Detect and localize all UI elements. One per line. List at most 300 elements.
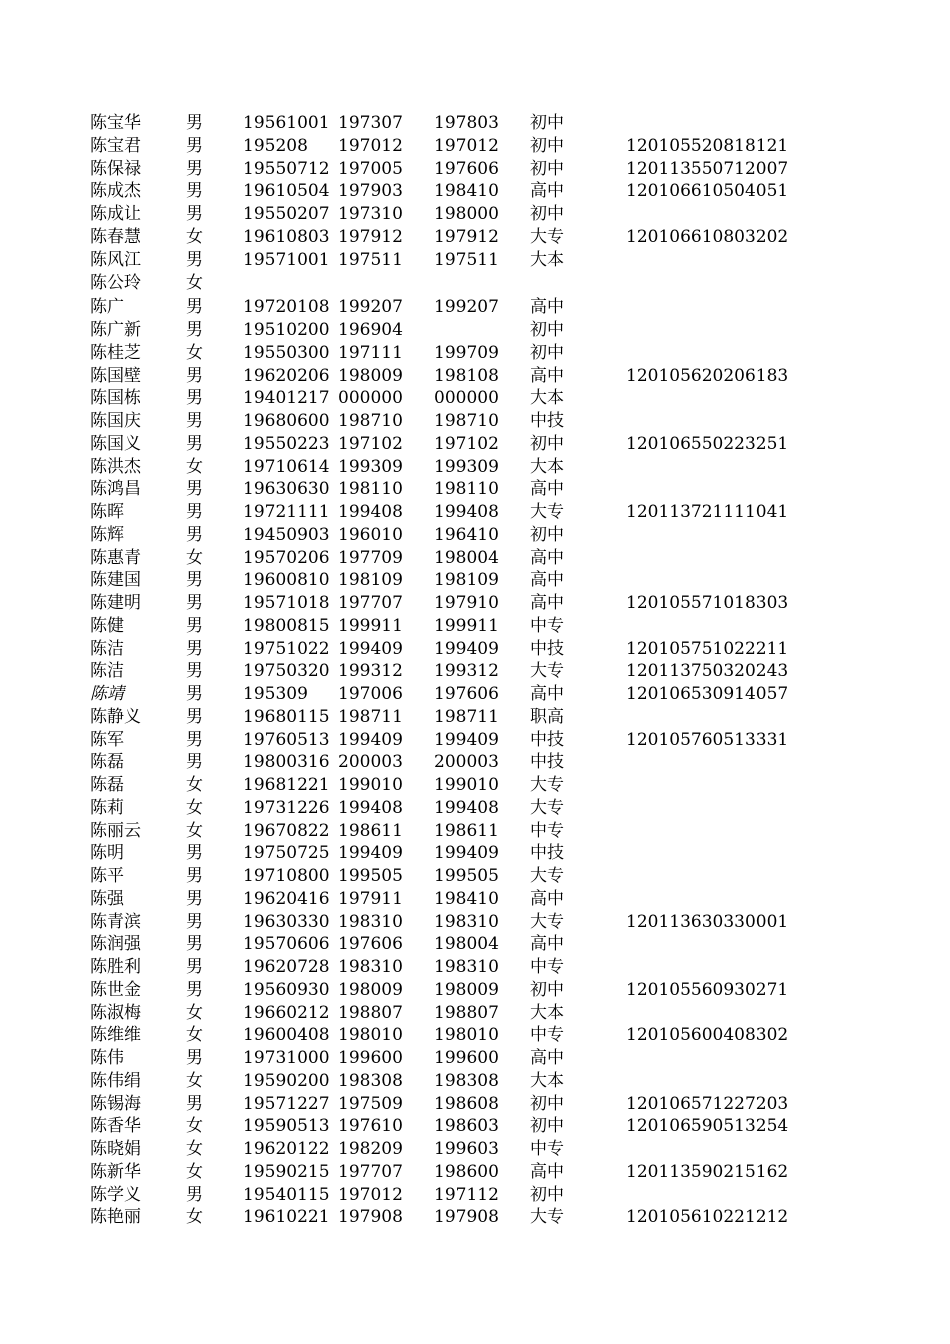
cell-edu: 初中: [530, 1184, 564, 1205]
cell-name: 陈宝华: [90, 113, 141, 133]
cell-work: 197509: [338, 1093, 403, 1114]
cell-sex: 男: [186, 638, 203, 659]
cell-work: 196010: [338, 524, 403, 545]
cell-name: 陈晓娟: [90, 1139, 141, 1159]
cell-work: 197610: [338, 1116, 403, 1137]
cell-birth: 19590215: [243, 1161, 330, 1182]
cell-id: 120105751022211: [626, 638, 789, 659]
table-row: [0, 774, 950, 797]
cell-birth: 19750320: [243, 661, 330, 682]
cell-work: 198110: [338, 479, 403, 500]
cell-sex: 女: [186, 1070, 203, 1091]
cell-birth: 195309: [243, 684, 308, 704]
cell-sex: 男: [186, 479, 203, 500]
cell-work: 197709: [338, 547, 403, 568]
cell-work: 197908: [338, 1207, 403, 1228]
table-row: [0, 979, 950, 1002]
cell-work: 197606: [338, 934, 403, 955]
cell-edu: 初中: [530, 158, 564, 179]
cell-edu: 大本: [530, 456, 564, 477]
cell-sex: 男: [186, 661, 203, 682]
cell-join: 196410: [434, 524, 499, 545]
cell-edu: 高中: [530, 479, 564, 500]
cell-birth: 19590513: [243, 1116, 330, 1137]
cell-join: 199409: [434, 843, 499, 864]
cell-edu: 大本: [530, 1070, 564, 1091]
cell-edu: 高中: [530, 684, 564, 704]
table-row: [0, 1070, 950, 1093]
cell-work: 199409: [338, 843, 403, 864]
cell-work: 197005: [338, 158, 403, 179]
cell-join: 198009: [434, 979, 499, 1000]
cell-edu: 大专: [530, 226, 564, 247]
table-row: [0, 226, 950, 249]
cell-name: 陈洁: [90, 661, 124, 682]
cell-name: 陈伟: [90, 1048, 124, 1068]
table-row: [0, 751, 950, 774]
cell-join: 199600: [434, 1048, 499, 1068]
cell-name: 陈国义: [90, 433, 141, 454]
table-row: [0, 729, 950, 752]
cell-sex: 女: [186, 226, 203, 247]
cell-id: 120113550712007: [626, 158, 789, 179]
table-row: [0, 135, 950, 158]
cell-name: 陈新华: [90, 1161, 141, 1182]
cell-edu: 初中: [530, 135, 564, 156]
cell-edu: 高中: [530, 1161, 564, 1182]
cell-join: 199409: [434, 729, 499, 750]
cell-name: 陈伟绢: [90, 1070, 141, 1091]
cell-sex: 男: [186, 249, 203, 270]
cell-name: 陈青滨: [90, 911, 141, 932]
cell-birth: 19550207: [243, 204, 330, 224]
cell-work: 197912: [338, 226, 403, 247]
cell-work: 199207: [338, 297, 403, 318]
cell-work: 197102: [338, 433, 403, 454]
cell-sex: 男: [186, 135, 203, 156]
cell-work: 197911: [338, 888, 403, 909]
cell-work: 197707: [338, 1161, 403, 1182]
cell-edu: 高中: [530, 297, 564, 318]
cell-name: 陈广: [90, 297, 124, 318]
cell-edu: 初中: [530, 342, 564, 363]
cell-work: 199600: [338, 1048, 403, 1068]
cell-join: 197912: [434, 226, 499, 247]
cell-work: 197012: [338, 135, 403, 156]
cell-work: 197307: [338, 113, 403, 133]
cell-edu: 大专: [530, 775, 564, 795]
cell-join: 198410: [434, 888, 499, 909]
cell-work: 199408: [338, 502, 403, 522]
cell-edu: 中专: [530, 615, 564, 636]
cell-id: 120113630330001: [626, 911, 789, 932]
cell-id: 120106610803202: [626, 226, 789, 247]
cell-sex: 男: [186, 888, 203, 909]
cell-birth: 19620206: [243, 365, 330, 386]
cell-sex: 女: [186, 1116, 203, 1137]
cell-sex: 男: [186, 320, 203, 340]
cell-edu: 中技: [530, 411, 564, 431]
cell-name: 陈平: [90, 866, 124, 886]
cell-sex: 男: [186, 158, 203, 179]
cell-edu: 初中: [530, 433, 564, 454]
cell-sex: 男: [186, 1184, 203, 1205]
cell-sex: 女: [186, 1161, 203, 1182]
cell-sex: 男: [186, 181, 203, 202]
cell-name: 陈丽云: [90, 820, 141, 841]
cell-birth: 19760513: [243, 729, 330, 750]
cell-join: 198000: [434, 204, 499, 224]
cell-name: 陈洁: [90, 638, 124, 659]
cell-sex: 女: [186, 820, 203, 841]
cell-edu: 大本: [530, 388, 564, 409]
table-row: [0, 387, 950, 410]
table-row: [0, 592, 950, 615]
cell-name: 陈鸿昌: [90, 479, 141, 500]
table-row: [0, 1093, 950, 1116]
cell-work: 200003: [338, 752, 403, 773]
table-row: [0, 180, 950, 203]
cell-sex: 男: [186, 433, 203, 454]
table-row: [0, 501, 950, 524]
cell-edu: 大专: [530, 661, 564, 682]
table-row: [0, 1184, 950, 1207]
cell-name: 陈强: [90, 888, 124, 909]
cell-edu: 大专: [530, 866, 564, 886]
table-row: [0, 706, 950, 729]
cell-join: 197606: [434, 684, 499, 704]
cell-work: 197310: [338, 204, 403, 224]
cell-name: 陈建明: [90, 593, 141, 613]
cell-join: 199709: [434, 342, 499, 363]
cell-birth: 19620728: [243, 957, 330, 977]
table-row: [0, 865, 950, 888]
cell-sex: 女: [186, 342, 203, 363]
cell-name: 陈润强: [90, 934, 141, 955]
cell-birth: 19750725: [243, 843, 330, 864]
cell-birth: 19550223: [243, 433, 330, 454]
cell-sex: 男: [186, 593, 203, 613]
cell-id: 120105560930271: [626, 979, 789, 1000]
cell-name: 陈世金: [90, 979, 141, 1000]
cell-name: 陈辉: [90, 524, 124, 545]
cell-sex: 女: [186, 775, 203, 795]
table-row: [0, 158, 950, 181]
cell-name: 陈维维: [90, 1025, 141, 1046]
cell-birth: 19620416: [243, 888, 330, 909]
cell-birth: 19670822: [243, 820, 330, 841]
cell-birth: 19710614: [243, 456, 330, 477]
table-row: [0, 342, 950, 365]
cell-edu: 初中: [530, 113, 564, 133]
cell-birth: 19610504: [243, 181, 330, 202]
table-row: [0, 365, 950, 388]
cell-sex: 女: [186, 1207, 203, 1228]
table-row: [0, 1024, 950, 1047]
cell-join: 197102: [434, 433, 499, 454]
cell-sex: 男: [186, 388, 203, 409]
cell-join: 199312: [434, 661, 499, 682]
cell-sex: 男: [186, 204, 203, 224]
table-row: [0, 524, 950, 547]
cell-join: 198004: [434, 934, 499, 955]
cell-name: 陈保禄: [90, 158, 141, 179]
cell-id: 120106590513254: [626, 1116, 789, 1137]
cell-work: 198710: [338, 411, 403, 431]
cell-sex: 女: [186, 456, 203, 477]
cell-sex: 女: [186, 273, 203, 294]
cell-birth: 19540115: [243, 1184, 330, 1205]
cell-birth: 19610221: [243, 1207, 330, 1228]
cell-birth: 19710800: [243, 866, 330, 886]
cell-edu: 大专: [530, 911, 564, 932]
cell-name: 陈军: [90, 729, 124, 750]
cell-join: 197511: [434, 249, 499, 270]
cell-edu: 中技: [530, 638, 564, 659]
cell-work: 198711: [338, 706, 403, 727]
cell-edu: 大专: [530, 1207, 564, 1228]
cell-name: 陈洪杰: [90, 456, 141, 477]
cell-work: 000000: [338, 388, 403, 409]
cell-birth: 19570206: [243, 547, 330, 568]
cell-edu: 中技: [530, 729, 564, 750]
cell-sex: 男: [186, 684, 203, 704]
cell-edu: 高中: [530, 365, 564, 386]
cell-join: 198603: [434, 1116, 499, 1137]
cell-sex: 男: [186, 1048, 203, 1068]
cell-name: 陈晖: [90, 502, 124, 522]
cell-join: 198410: [434, 181, 499, 202]
cell-work: 199309: [338, 456, 403, 477]
cell-join: 198108: [434, 365, 499, 386]
cell-birth: 19630630: [243, 479, 330, 500]
cell-id: 120105520818121: [626, 135, 789, 156]
cell-name: 陈磊: [90, 752, 124, 773]
table-row: [0, 1115, 950, 1138]
cell-name: 陈明: [90, 843, 124, 864]
cell-work: 198209: [338, 1139, 403, 1159]
table-row: [0, 1138, 950, 1161]
table-row: [0, 410, 950, 433]
cell-id: 120113721111041: [626, 502, 789, 522]
cell-name: 陈惠青: [90, 547, 141, 568]
cell-work: 197511: [338, 249, 403, 270]
cell-sex: 女: [186, 1139, 203, 1159]
cell-join: 199207: [434, 297, 499, 318]
cell-join: 198110: [434, 479, 499, 500]
cell-join: 198600: [434, 1161, 499, 1182]
cell-sex: 男: [186, 979, 203, 1000]
cell-edu: 大专: [530, 502, 564, 522]
cell-birth: 19401217: [243, 388, 330, 409]
cell-join: 197112: [434, 1184, 499, 1205]
cell-work: 198009: [338, 979, 403, 1000]
cell-id: 120105620206183: [626, 365, 789, 386]
cell-birth: 19600810: [243, 570, 330, 591]
cell-sex: 男: [186, 1093, 203, 1114]
cell-join: 199603: [434, 1139, 499, 1159]
cell-name: 陈静义: [90, 706, 141, 727]
cell-birth: 19510200: [243, 320, 330, 340]
cell-edu: 中专: [530, 1139, 564, 1159]
cell-sex: 男: [186, 615, 203, 636]
cell-join: 198710: [434, 411, 499, 431]
cell-join: 197012: [434, 135, 499, 156]
cell-sex: 男: [186, 752, 203, 773]
cell-birth: 19660212: [243, 1002, 330, 1023]
cell-birth: 19620122: [243, 1139, 330, 1159]
table-row: [0, 1206, 950, 1229]
cell-birth: 19571018: [243, 593, 330, 613]
cell-birth: 19570606: [243, 934, 330, 955]
table-row: [0, 1002, 950, 1025]
cell-name: 陈成杰: [90, 181, 141, 202]
cell-join: 198711: [434, 706, 499, 727]
cell-name: 陈桂芝: [90, 342, 141, 363]
cell-birth: 19751022: [243, 638, 330, 659]
cell-id: 120106571227203: [626, 1093, 789, 1114]
cell-edu: 高中: [530, 934, 564, 955]
table-row: [0, 319, 950, 342]
cell-id: 120106610504051: [626, 181, 789, 202]
table-row: [0, 112, 950, 135]
cell-work: 197012: [338, 1184, 403, 1205]
cell-edu: 中技: [530, 752, 564, 773]
table-row: [0, 615, 950, 638]
cell-name: 陈建国: [90, 570, 141, 591]
cell-id: 120113750320243: [626, 661, 789, 682]
cell-work: 198109: [338, 570, 403, 591]
cell-edu: 高中: [530, 888, 564, 909]
cell-sex: 男: [186, 570, 203, 591]
cell-sex: 男: [186, 524, 203, 545]
cell-edu: 初中: [530, 979, 564, 1000]
cell-edu: 中专: [530, 1025, 564, 1046]
table-row: [0, 547, 950, 570]
cell-join: 197910: [434, 593, 499, 613]
cell-edu: 初中: [530, 320, 564, 340]
cell-work: 199010: [338, 775, 403, 795]
cell-edu: 高中: [530, 593, 564, 613]
cell-join: 199409: [434, 638, 499, 659]
cell-name: 陈成让: [90, 204, 141, 224]
table-row: [0, 638, 950, 661]
table-row: [0, 933, 950, 956]
cell-birth: 19680600: [243, 411, 330, 431]
cell-join: 199408: [434, 797, 499, 818]
cell-id: 120106550223251: [626, 433, 789, 454]
cell-id: 120113590215162: [626, 1161, 789, 1182]
cell-birth: 19571001: [243, 249, 330, 270]
cell-work: 198310: [338, 911, 403, 932]
cell-work: 198009: [338, 365, 403, 386]
cell-edu: 高中: [530, 1048, 564, 1068]
cell-name: 陈磊: [90, 775, 124, 795]
cell-edu: 高中: [530, 570, 564, 591]
cell-work: 197111: [338, 342, 403, 363]
cell-birth: 19560930: [243, 979, 330, 1000]
cell-edu: 职高: [530, 706, 564, 727]
cell-sex: 男: [186, 365, 203, 386]
table-row: [0, 911, 950, 934]
cell-name: 陈春慧: [90, 226, 141, 247]
cell-sex: 男: [186, 411, 203, 431]
table-row: [0, 433, 950, 456]
table-row: [0, 456, 950, 479]
table-row: [0, 956, 950, 979]
cell-birth: 19721111: [243, 502, 330, 522]
cell-birth: 19450903: [243, 524, 330, 545]
cell-birth: 19571227: [243, 1093, 330, 1114]
cell-join: 198109: [434, 570, 499, 591]
cell-sex: 女: [186, 547, 203, 568]
cell-name: 陈健: [90, 615, 124, 636]
cell-work: 196904: [338, 320, 403, 340]
cell-name: 陈淑梅: [90, 1002, 141, 1023]
table-row: [0, 296, 950, 319]
table-row: [0, 660, 950, 683]
cell-birth: 19800815: [243, 615, 330, 636]
cell-work: 199409: [338, 729, 403, 750]
cell-sex: 女: [186, 1002, 203, 1023]
cell-name: 陈国栋: [90, 388, 141, 409]
cell-edu: 初中: [530, 524, 564, 545]
cell-join: 198310: [434, 911, 499, 932]
data-sheet: [0, 112, 950, 1229]
cell-work: 199911: [338, 615, 403, 636]
table-row: [0, 797, 950, 820]
cell-name: 陈靖: [90, 684, 124, 704]
cell-sex: 男: [186, 502, 203, 522]
cell-birth: 19800316: [243, 752, 330, 773]
table-row: [0, 249, 950, 272]
cell-name: 陈风江: [90, 249, 141, 270]
cell-join: 199911: [434, 615, 499, 636]
cell-work: 199505: [338, 866, 403, 886]
cell-work: 198010: [338, 1025, 403, 1046]
cell-edu: 大本: [530, 1002, 564, 1023]
cell-edu: 中专: [530, 957, 564, 977]
cell-sex: 女: [186, 797, 203, 818]
cell-join: 199309: [434, 456, 499, 477]
cell-name: 陈宝君: [90, 135, 141, 156]
table-row: [0, 888, 950, 911]
cell-name: 陈香华: [90, 1116, 141, 1137]
cell-birth: 19561001: [243, 113, 330, 133]
cell-birth: 19630330: [243, 911, 330, 932]
cell-join: 198608: [434, 1093, 499, 1114]
table-row: [0, 271, 950, 296]
cell-name: 陈广新: [90, 320, 141, 340]
cell-edu: 初中: [530, 1116, 564, 1137]
cell-birth: 19681221: [243, 775, 330, 795]
cell-join: 199505: [434, 866, 499, 886]
table-row: [0, 1161, 950, 1184]
cell-work: 198611: [338, 820, 403, 841]
cell-id: 120105610221212: [626, 1207, 789, 1228]
cell-name: 陈胜利: [90, 957, 141, 977]
cell-edu: 大本: [530, 249, 564, 270]
table-row: [0, 569, 950, 592]
cell-work: 198310: [338, 957, 403, 977]
cell-join: 197803: [434, 113, 499, 133]
cell-join: 198308: [434, 1070, 499, 1091]
cell-join: 198807: [434, 1002, 499, 1023]
cell-sex: 男: [186, 729, 203, 750]
cell-name: 陈国庆: [90, 411, 141, 431]
cell-name: 陈莉: [90, 797, 124, 818]
cell-sex: 男: [186, 866, 203, 886]
